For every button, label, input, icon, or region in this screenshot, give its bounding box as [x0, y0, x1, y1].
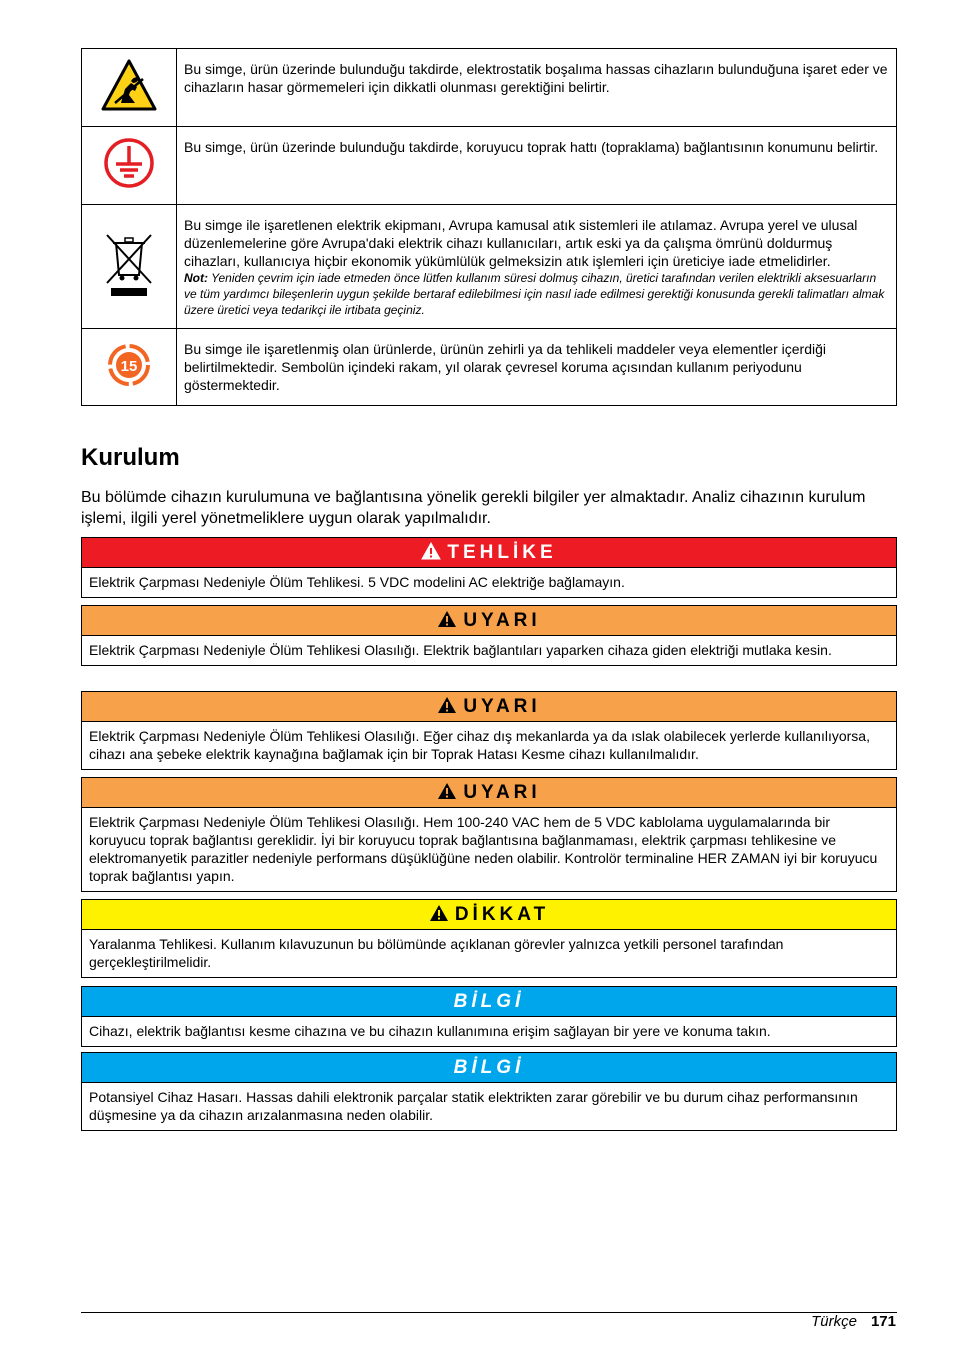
alert-level: TEHLİKE: [447, 542, 557, 563]
alert-level: BİLGİ: [453, 991, 525, 1012]
section-intro: Bu bölümde cihazın kurulumuna ve bağlantısına yönelik gerekli bilgiler yer almaktadır. Analiz cihazının kurulum işlemi, ilgili yerel yönetmeliklere uygun olarak yapılmalıdır.: [81, 489, 866, 527]
symbol-description: [177, 329, 897, 406]
page-footer: [811, 1313, 896, 1330]
earth-description: Bu simge, ürün üzerinde bulunduğu takdirde, koruyucu toprak hattı (topraklama) bağlantısının konumunu belirtir.: [184, 139, 879, 155]
symbol-table: [81, 48, 897, 406]
alert-header: [82, 778, 896, 808]
footer-divider: [81, 1312, 897, 1313]
alert-level: UYARI: [463, 696, 541, 717]
notice-alert: [81, 986, 897, 1047]
symbol-row: [82, 127, 897, 205]
alert-body: Cihazı, elektrik bağlantısı kesme cihazına ve bu cihazın kullanımına erişim sağlayan bir yere ve konuma takın.: [89, 1023, 771, 1039]
symbol-description: [177, 127, 897, 205]
alert-level: UYARI: [463, 610, 541, 631]
alert-body: Potansiyel Cihaz Hasarı. Hassas dahili elektronik parçalar statik elektrikten zarar görebilir ve bu durum cihaz performansının düşmesine ya da cihazın arızalanmasına neden olabilir.: [89, 1089, 858, 1123]
danger-alert: [81, 537, 897, 598]
warning-alert: [81, 691, 897, 770]
warning-triangle-icon: [437, 782, 457, 800]
symbol-icon-cell: [82, 329, 177, 406]
notice-alert: [81, 1052, 897, 1131]
protective-earth-icon: [102, 136, 156, 190]
efup-number: 15: [120, 357, 138, 375]
symbol-description: [177, 205, 897, 329]
alert-header: [82, 692, 896, 722]
efup-description: Bu simge ile işaretlenmiş olan ürünlerde, ürünün zehirli ya da tehlikeli maddeler veya elementler içerdiği belirtilmektedir. Sembolün içindeki rakam, yıl olarak çevresel koruma açısından kullanım periyodunu göstermektedir.: [184, 341, 826, 393]
alert-header: [82, 987, 896, 1017]
symbol-row: [82, 205, 897, 329]
alert-header: [82, 538, 896, 568]
alert-body: Elektrik Çarpması Nedeniyle Ölüm Tehlikesi. 5 VDC modelini AC elektriğe bağlamayın.: [89, 574, 625, 590]
alert-body: Elektrik Çarpması Nedeniyle Ölüm Tehlikesi Olasılığı. Hem 100-240 VAC hem de 5 VDC kablolama uygulamalarında bir koruyucu toprak bağlantısı gereklidir. İyi bir koruyucu toprak bağlantısına bağlanmaması, elektrik çarpması tehlikesine ve elektromanyetik parazitler nedeniyle performans düşüklüğüne neden olabilir. Kontrolör terminaline HER ZAMAN iyi bir koruyucu toprak bağlantısı yapın.: [89, 814, 878, 884]
symbol-row: [82, 329, 897, 406]
weee-crossed-bin-icon: [102, 231, 156, 297]
symbol-row: [82, 49, 897, 127]
page-number: 171: [870, 1313, 896, 1330]
alert-level: UYARI: [463, 782, 541, 803]
alert-body: Elektrik Çarpması Nedeniyle Ölüm Tehlikesi Olasılığı. Elektrik bağlantıları yaparken cihaza giden elektriği mutlaka kesin.: [89, 642, 832, 658]
alert-level: BİLGİ: [453, 1057, 525, 1078]
warning-triangle-icon: [429, 904, 449, 922]
symbol-description: [177, 49, 897, 127]
warning-alert: [81, 605, 897, 666]
weee-note: [184, 270, 889, 318]
note-label: Not:: [184, 271, 208, 285]
warning-triangle-icon: [437, 610, 457, 628]
caution-alert: [81, 899, 897, 978]
esd-description: Bu simge, ürün üzerinde bulunduğu takdirde, elektrostatik boşalıma hassas cihazların bulunduğuna işaret eder ve cihazların hasar görmemeleri için dikkatli olunması gerektiğini belirtir.: [184, 61, 888, 95]
alert-header: [82, 606, 896, 636]
symbol-icon-cell: [82, 49, 177, 127]
warning-alert: [81, 777, 897, 892]
weee-description: Bu simge ile işaretlenen elektrik ekipmanı, Avrupa kamusal atık sistemleri ile atılamaz. Avrupa yerel ve ulusal düzenlemelerine göre Avrupa'daki elektrik cihazı kullanıcıları, artık eski ya da çalışma ömrünü doldurmuş cihazları, kullanıcıya hiçbir ekonomik yükümlülük gelmeksizin atık işlemleri için üreticiye iade etmelidirler.: [184, 217, 858, 269]
symbol-icon-cell: [82, 205, 177, 329]
section-title: Kurulum: [81, 444, 180, 471]
efup-15-icon: [105, 341, 153, 389]
warning-triangle-icon: [437, 696, 457, 714]
alert-header: [82, 1053, 896, 1083]
alert-body: Yaralanma Tehlikesi. Kullanım kılavuzunun bu bölümünde açıklanan görevler yalnızca yetkili personel tarafından gerçekleştirilmelidir.: [89, 936, 784, 970]
symbol-icon-cell: [82, 127, 177, 205]
esd-warning-icon: [101, 59, 157, 111]
alert-header: [82, 900, 896, 930]
alert-body: Elektrik Çarpması Nedeniyle Ölüm Tehlikesi Olasılığı. Eğer cihaz dış mekanlarda ya da ıslak olabilecek yerlerde kullanılıyorsa, cihazı ana şebeke elektrik kaynağına bağlamak için bir Toprak Hatası Kesme cihazı kullanılmalıdır.: [89, 728, 870, 762]
alert-level: DİKKAT: [454, 904, 550, 925]
footer-language: Türkçe: [811, 1313, 857, 1330]
note-text: Yeniden çevrim için iade etmeden önce lütfen kullanım süresi dolmuş cihazın, üretici tarafından verilen elektrikli aksesuarların ve tüm yardımcı bileşenlerin uygun şekilde bertaraf edilebilmesi için nasıl iade edilmesi gerektiği konusunda gerekli talimatları almak üzere üretici veya tedarikçi ile irtibata geçiniz.: [184, 271, 885, 317]
warning-triangle-icon: [421, 542, 441, 560]
